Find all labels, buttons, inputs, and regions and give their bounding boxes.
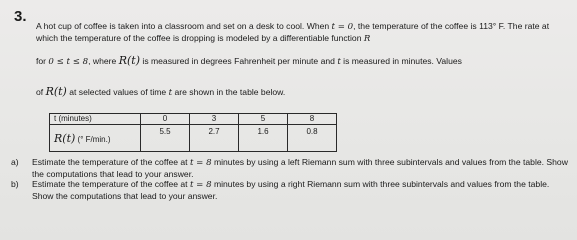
t-cell: 3 (190, 114, 239, 125)
r-of-t: R(t) (118, 54, 141, 67)
r-cell: 2.7 (190, 125, 239, 152)
t-zero: t = 0 (331, 22, 354, 32)
values-table (49, 113, 337, 152)
table-row-r (50, 125, 337, 152)
r-cell: 0.8 (288, 125, 337, 152)
domain-text-a: for (36, 56, 49, 66)
part-b (11, 179, 571, 201)
table-row-t (50, 114, 337, 125)
domain-expression: 0 ≤ t ≤ 8 (48, 57, 89, 67)
intro-text-a: A hot cup of coffee is taken into a classroom and set on a desk to cool. When (36, 21, 332, 31)
t-variable: t (337, 57, 341, 67)
question-intro (36, 21, 566, 44)
domain-line (36, 54, 462, 67)
t-variable-2: t (168, 88, 173, 98)
t-cell: 0 (141, 114, 190, 125)
r-cell: 1.6 (239, 125, 288, 152)
r-header-units: (° F/min.) (77, 134, 111, 144)
t-cell: 5 (239, 114, 288, 125)
r-header-cell (50, 125, 141, 152)
part-b-text (32, 179, 571, 201)
t-header-cell: t (minutes) (50, 114, 141, 125)
part-b-label: b) (11, 179, 19, 190)
part-b-text-a: Estimate the temperature of the coffee at (32, 179, 190, 190)
part-b-text-b: minutes by using a right Riemann sum with three subintervals and values from the table. Show the computations that lead to your answer. (32, 179, 550, 201)
table-intro-c: are shown in the table below. (172, 87, 286, 97)
part-a-text-b: minutes by using a left Riemann sum with three subintervals and values from the table. Show the computations that lead to your answer. (32, 157, 568, 179)
domain-text-c: is measured in degrees Fahrenheit per minute and (140, 56, 338, 66)
part-a (11, 157, 571, 179)
domain-text-d: is measured in minutes. Values (340, 56, 462, 66)
part-a-label: a) (11, 157, 19, 167)
question-number: 3. (14, 8, 27, 25)
part-a-text (32, 157, 571, 179)
part-a-text-a: Estimate the temperature of the coffee at (32, 157, 190, 167)
r-header-fn: R(t) (54, 131, 76, 145)
domain-text-b: , where (88, 56, 119, 66)
table-intro-b: at selected values of time (66, 87, 169, 97)
table-intro-a: of (36, 87, 46, 97)
table-intro-line (36, 85, 285, 98)
question-parts (11, 157, 571, 201)
t-cell: 8 (288, 114, 337, 125)
part-b-time: t = 8 (189, 180, 212, 191)
r-cell: 5.5 (141, 125, 190, 152)
part-a-time: t = 8 (189, 158, 212, 168)
function-r: R (363, 33, 371, 44)
intro-text-b: , the temperature of the coffee is 113° F. The rate at which the temperature of the coffee is dropping is modeled by a differentiable function (36, 21, 550, 43)
r-of-t-2: R(t) (45, 85, 67, 98)
